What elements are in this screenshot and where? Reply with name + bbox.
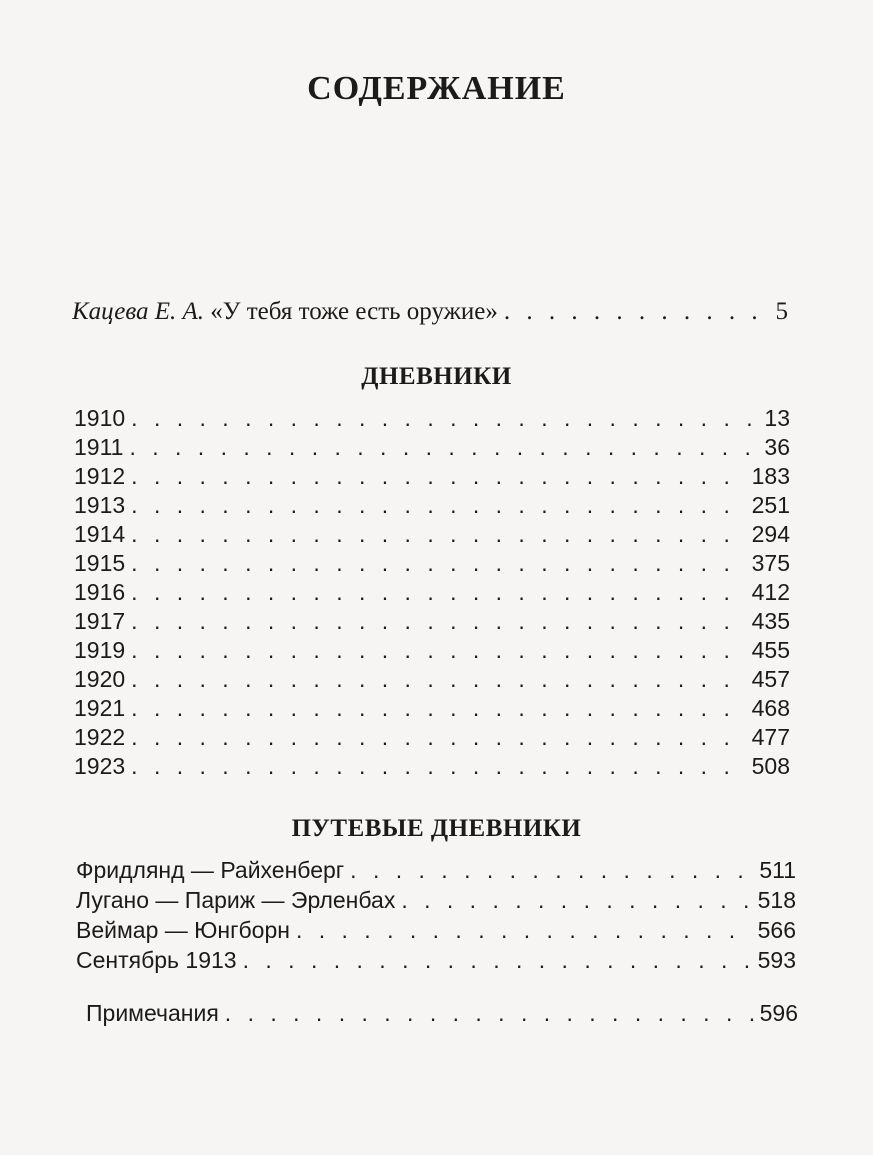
toc-entry-notes [86,1000,798,1027]
toc-entry-page: 518 [757,887,796,913]
toc-entry-label: 1914 [74,521,126,547]
toc-entry-travel [76,857,796,887]
toc-entry-page: 412 [751,579,790,605]
toc-entry-page: 294 [751,521,790,547]
toc-entry-page: 5 [775,298,788,325]
page-title: СОДЕРЖАНИЕ [307,70,566,107]
dot-leader [131,695,745,722]
dot-leader [131,550,745,577]
dot-leader [131,492,745,519]
toc-entry-label: 1916 [74,579,126,605]
toc-entry-page: 455 [751,637,790,663]
toc-entry-label: 1910 [74,405,126,431]
toc-entry-author: Кацева Е. А. [72,298,205,325]
toc-entry-label: 1917 [74,608,126,634]
section-title-travel-diaries: ПУТЕВЫЕ ДНЕВНИКИ [291,815,582,842]
toc-entry-page: 435 [751,608,790,634]
toc-entry-page: 596 [759,1000,798,1026]
toc-entry-page: 457 [751,666,790,692]
toc-entry-label: 1912 [74,463,126,489]
toc-entry-label: 1913 [74,492,126,518]
toc-entry-label: Лугано — Париж — Эрленбах [76,887,396,913]
toc-entry-label: 1922 [74,724,126,750]
toc-entry-label: 1921 [74,695,126,721]
toc-entry-page: 13 [764,405,790,431]
section-title-diaries: ДНЕВНИКИ [361,363,512,390]
dot-leader [296,917,752,944]
dot-leader [131,579,745,606]
dot-leader [504,298,770,326]
dot-leader [129,434,758,461]
toc-entry-diary [74,608,790,637]
toc-entry-label: Примечания [86,1000,219,1026]
toc-entry-page: 593 [757,947,796,973]
toc-entry-page: 508 [751,753,790,779]
dot-leader [131,463,745,490]
dot-leader [131,637,745,664]
toc-entry-travel [76,947,796,977]
toc-entry-label: Веймар — Юнгборн [76,917,290,943]
dot-leader [131,608,745,635]
toc-entry-page: 251 [751,492,790,518]
toc-entry-page: 468 [751,695,790,721]
toc-entry-page: 566 [757,917,796,943]
dot-leader [350,857,753,884]
toc-entry-intro [72,298,788,326]
toc-entry-label: 1911 [74,434,124,460]
toc-entry-diary [74,463,790,492]
toc-entry-diary [74,695,790,724]
toc-entry-label: 1919 [74,637,126,663]
dot-leader [131,405,758,432]
toc-entry-travel [76,887,796,917]
dot-leader [131,521,745,548]
toc-entry-diary [74,405,790,434]
toc-entry-page: 183 [751,463,790,489]
toc-entry-diary [74,550,790,579]
dot-leader [131,666,745,693]
toc-entry-page: 477 [751,724,790,750]
dot-leader [225,1000,754,1027]
toc-entry-diary [74,579,790,608]
toc-entry-label: 1915 [74,550,126,576]
toc-entry-diary [74,492,790,521]
toc-entry-diary [74,666,790,695]
toc-entry-diary [74,637,790,666]
toc-entry-diary [74,724,790,753]
toc-entry-diary [74,434,790,463]
toc-entry-label: 1923 [74,753,126,779]
dot-leader [131,724,745,751]
toc-entry-diary [74,753,790,782]
toc-entry-page: 511 [759,857,796,883]
dot-leader [401,887,751,914]
toc-entry-page: 36 [764,434,790,460]
toc-entry-page: 375 [751,550,790,576]
dot-leader [131,753,745,780]
toc-entry-label: Сентябрь 1913 [76,947,237,973]
toc-entry-label: 1920 [74,666,126,692]
dot-leader [243,947,752,974]
toc-entry-diary [74,521,790,550]
toc-entry-travel [76,917,796,947]
toc-entry-label [72,298,498,326]
toc-entry-title: «У тебя тоже есть оружие» [210,298,498,325]
toc-entry-label: Фридлянд — Райхенберг [76,857,345,883]
